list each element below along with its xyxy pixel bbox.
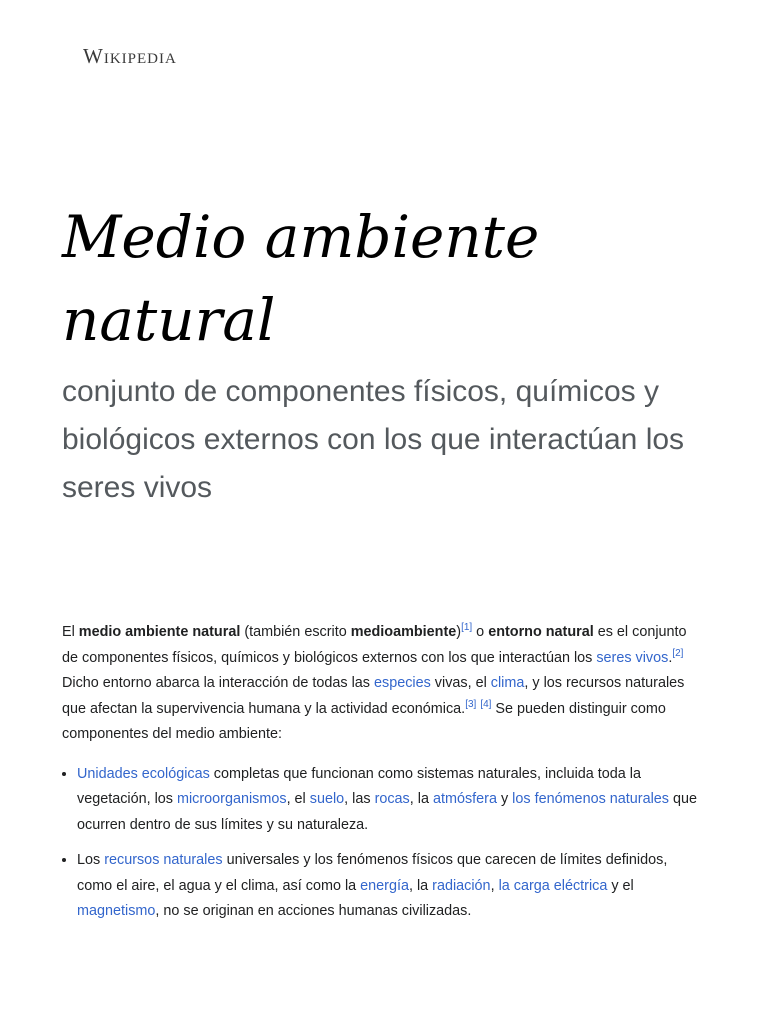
reference-2: [672, 648, 683, 659]
reference-4: [480, 699, 491, 710]
text: Los: [77, 852, 105, 868]
text: que ocurren dentro de sus límites y su naturaleza.: [77, 791, 697, 833]
reference-link[interactable]: [1]: [461, 622, 473, 634]
bold-term: entorno natural: [488, 624, 594, 640]
text: , la: [408, 877, 433, 894]
link-recursos-naturales[interactable]: recursos naturales: [104, 852, 223, 868]
text: , y los recursos naturales que afectan la supervivencia humana y la actividad económica.: [62, 675, 685, 717]
link-unidades-ecologicas[interactable]: Unidades ecológicas: [77, 765, 210, 782]
text: vivas, el: [430, 675, 491, 691]
text: ): [456, 624, 462, 640]
list-item: [77, 762, 702, 839]
link-rocas[interactable]: rocas: [374, 791, 410, 807]
reference-3: [465, 699, 476, 710]
intro-paragraph: [62, 620, 702, 748]
list-item: [77, 848, 702, 925]
text: Se pueden distinguir como componentes del medio ambiente:: [62, 700, 666, 742]
page-description: conjunto de componentes físicos, químicos y biológicos externos con los que interactúan los seres vivos: [62, 375, 685, 504]
text: , la: [409, 791, 433, 807]
link-magnetismo[interactable]: magnetismo: [77, 903, 156, 919]
article-body: [62, 620, 702, 935]
link-energia[interactable]: energía: [360, 877, 409, 894]
link-seres-vivos[interactable]: seres vivos: [596, 649, 669, 666]
reference-link[interactable]: [4]: [480, 698, 492, 710]
text: , las: [344, 791, 375, 807]
link-atmosfera[interactable]: atmósfera: [432, 791, 497, 807]
components-list: [62, 762, 702, 925]
page-title: Medio ambiente natural: [62, 203, 540, 354]
text: .: [668, 649, 673, 666]
wikipedia-logo[interactable]: Wikipedia: [83, 44, 177, 68]
link-suelo[interactable]: suelo: [309, 791, 345, 807]
bold-term: medioambiente: [350, 624, 457, 640]
text: ,: [490, 877, 499, 894]
link-microorganismos[interactable]: microorganismos: [177, 791, 287, 807]
text: , el: [286, 791, 310, 807]
link-fenomenos-naturales[interactable]: los fenómenos naturales: [512, 791, 669, 807]
text: y: [496, 791, 513, 807]
text: (también escrito: [240, 624, 351, 640]
text: universales y los fenómenos físicos que carecen de límites definidos, como el aire, el agua y el clima, así como la: [77, 852, 668, 894]
reference-link[interactable]: [2]: [672, 647, 684, 659]
text: o: [472, 624, 489, 640]
link-carga-electrica[interactable]: la carga eléctrica: [498, 877, 608, 894]
text: , no se originan en acciones humanas civilizadas.: [155, 903, 472, 919]
bold-term: medio ambiente natural: [78, 624, 241, 640]
text: es el conjunto de componentes físicos, químicos y biológicos externos con los que interactúan los: [62, 624, 687, 666]
link-especies[interactable]: especies: [374, 675, 431, 691]
text: y el: [607, 877, 634, 894]
reference-link[interactable]: [3]: [465, 698, 477, 710]
reference-1: [461, 622, 472, 633]
text: El: [62, 624, 79, 640]
text: completas que funcionan como sistemas naturales, incluida toda la vegetación, los: [77, 765, 641, 807]
link-clima[interactable]: clima: [490, 675, 525, 691]
text: Dicho entorno abarca la interacción de todas las: [62, 675, 374, 691]
link-radiacion[interactable]: radiación: [432, 877, 491, 894]
